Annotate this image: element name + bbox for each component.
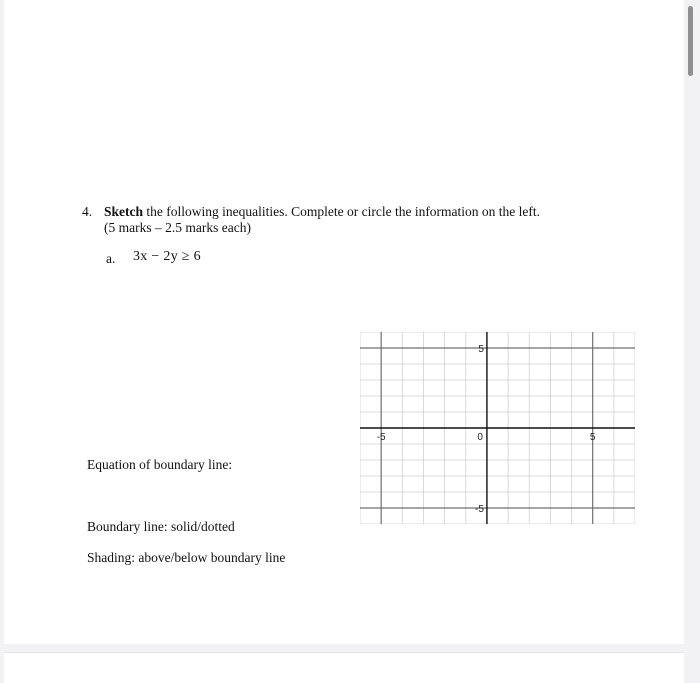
part-a-label: a. — [106, 251, 116, 266]
coordinate-grid-svg — [360, 332, 635, 524]
next-page-edge — [4, 652, 684, 683]
shading-label: Shading: above/below boundary line — [87, 550, 286, 565]
question-marks: (5 marks – 2.5 marks each) — [104, 220, 251, 235]
part-a-inequality: 3x − 2y ≥ 6 — [133, 249, 201, 264]
instruction-bold-lead: Sketch — [104, 204, 144, 219]
x-tick-label: -5 — [376, 432, 386, 443]
boundary-line-style-label: Boundary line: solid/dotted — [87, 519, 235, 534]
scrollbar[interactable] — [688, 6, 693, 76]
instruction-rest: the following inequalities. Complete or circle the information on the left. — [143, 204, 541, 219]
question-number: 4. — [82, 204, 93, 219]
y-tick-label: -5 — [475, 504, 484, 515]
x-tick-label: 5 — [589, 432, 596, 443]
coordinate-grid — [360, 332, 635, 524]
question-instruction — [104, 204, 540, 220]
origin-label: 0 — [477, 432, 483, 443]
equation-of-boundary-line-label: Equation of boundary line: — [87, 457, 233, 472]
y-tick-label: 5 — [478, 344, 484, 355]
worksheet-page — [4, 0, 684, 644]
